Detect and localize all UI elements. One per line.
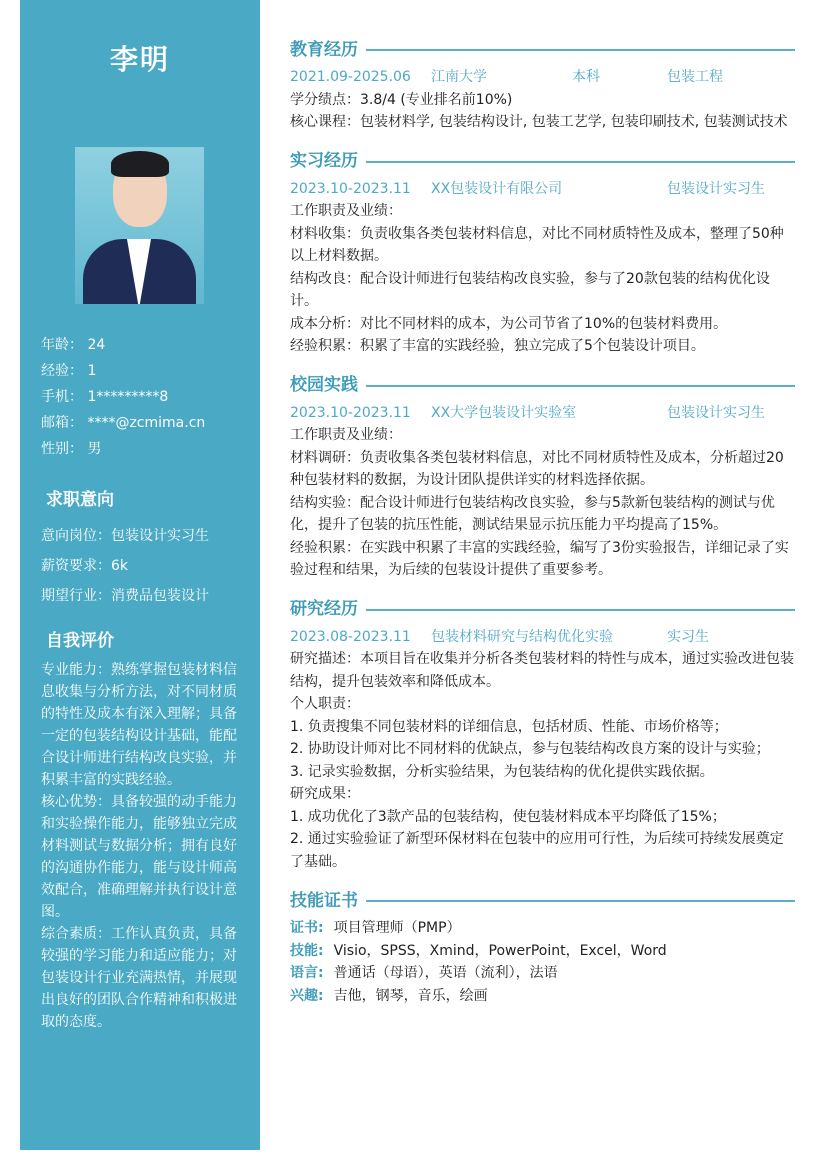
internship-section — [290, 148, 795, 358]
value: 1 — [87, 363, 97, 379]
info-experience — [41, 358, 205, 384]
line: 工作职责及业绩： — [290, 203, 402, 219]
major: 包装工程 — [667, 69, 723, 85]
organization: XX包装设计有限公司 — [431, 180, 563, 197]
gpa: 学分绩点：3.8/4 (专业排名前10%) — [290, 91, 513, 108]
line: 研究描述：本项目旨在收集并分析各类包装材料的特性与成本，通过实验改进包装结构，提升包装效率和降低成本。 — [290, 651, 794, 690]
line: 工作职责及业绩： — [290, 427, 402, 443]
divider — [366, 49, 795, 51]
skill-item — [290, 940, 795, 963]
line: 经验积累：在实践中积累了丰富的实践经验，编写了3份实验报告，详细记录了实验过程和结果，为后续的包装设计提供了重要参考。 — [290, 539, 789, 578]
line: 1. 负责搜集不同包装材料的详细信息，包括材质、性能、市场价格等； — [290, 718, 728, 735]
line: 材料调研：负责收集各类包装材料信息，对比不同材质特性及成本，分析超过20种包装材料的数据，为设计团队提供详实的材料选择依据。 — [290, 449, 784, 488]
role: 包装设计实习生 — [667, 180, 765, 197]
value: 吉他，钢琴，音乐，绘画 — [333, 987, 488, 1004]
date: 2023.10-2023.11 — [290, 404, 411, 421]
project: 包装材料研究与结构优化实验 — [431, 628, 613, 645]
label: 手机： — [41, 389, 83, 405]
intent-item: 期望行业：消费品包装设计 — [41, 588, 209, 604]
info-gender — [41, 436, 205, 462]
self-eval-item: 核心优势：具备较强的动手能力和实验操作能力，能够独立完成材料测试与数据分析；拥有良好的沟通协作能力，能与设计师高效配合，准确理解并执行设计意图。 — [41, 794, 237, 920]
date: 2023.10-2023.11 — [290, 180, 411, 197]
section-title — [290, 36, 795, 64]
courses: 核心课程：包装材料学, 包装结构设计, 包装工艺学, 包装印刷技术, 包装测试技术 — [290, 114, 788, 130]
label: 技能: — [290, 942, 324, 959]
role: 包装设计实习生 — [667, 404, 765, 421]
value: 男 — [87, 441, 102, 457]
label: 兴趣: — [290, 987, 324, 1004]
intent-item: 薪资要求：6k — [41, 558, 129, 574]
value: Visio，SPSS，Xmind，PowerPoint，Excel，Word — [333, 942, 667, 959]
line: 个人职责： — [290, 696, 360, 712]
label: 经验： — [41, 363, 83, 379]
campus-section — [290, 372, 795, 582]
degree: 本科 — [572, 69, 600, 85]
skill-item — [290, 985, 795, 1008]
value: 1*********8 — [87, 389, 169, 405]
line: 2. 协助设计师对比不同材料的优缺点，参与包装结构改良方案的设计与实验； — [290, 741, 770, 757]
divider — [366, 161, 795, 163]
self-eval-heading: 自我评价 — [46, 631, 114, 651]
line: 结构实验：配合设计师进行包装结构改良实验，参与5款新包装结构的测试与优化，提升了包装的抗压性能，测试结果显示抗压能力平均提高了15%。 — [290, 494, 775, 533]
section-title-text: 技能证书 — [290, 890, 358, 911]
personal-info — [41, 332, 205, 462]
self-evaluation — [41, 659, 246, 1033]
line: 成本分析：对比不同材料的成本，为公司节省了10%的包装材料费用。 — [290, 315, 728, 332]
self-eval-item: 专业能力：熟练掌握包装材料信息收集与分析方法，对不同材质的特性及成本有深入理解；具备一定的包装结构设计基础，能配合设计师进行结构改良实验，并积累丰富的实践经验。 — [41, 662, 237, 788]
date: 2021.09-2025.06 — [290, 69, 411, 85]
value: 普通话（母语），英语（流利），法语 — [333, 965, 558, 981]
line: 1. 成功优化了3款产品的包装结构，使包装材料成本平均降低了15%； — [290, 808, 726, 825]
line: 研究成果： — [290, 786, 360, 802]
job-intent — [41, 521, 209, 611]
label: 证书: — [290, 920, 324, 936]
research-section — [290, 596, 795, 874]
value: 项目管理师（PMP） — [333, 920, 461, 936]
role: 实习生 — [667, 628, 709, 645]
label: 年龄： — [41, 337, 83, 353]
label: 邮箱： — [41, 415, 83, 431]
main-content — [290, 36, 795, 1021]
entry-header — [290, 626, 795, 649]
label: 性别： — [41, 441, 83, 457]
info-phone — [41, 384, 205, 410]
line: 结构改良：配合设计师进行包装结构改良实验，参与了20款包装的结构优化设计。 — [290, 270, 770, 309]
line: 材料收集：负责收集各类包装材料信息，对比不同材质特性及成本，整理了50种以上材料数据。 — [290, 225, 784, 264]
line: 经验积累：积累了丰富的实践经验，独立完成了5个包装设计项目。 — [290, 338, 705, 354]
entry-header — [290, 178, 795, 201]
section-title — [290, 887, 795, 915]
skill-item — [290, 962, 795, 985]
sidebar — [20, 0, 260, 1150]
organization: XX大学包装设计实验室 — [431, 404, 577, 421]
section-title — [290, 148, 795, 176]
entry-header — [290, 402, 795, 425]
value: 24 — [87, 337, 106, 353]
line: 2. 通过实验验证了新型环保材料在包装中的应用可行性，为后续可持续发展奠定了基础。 — [290, 831, 784, 870]
entry-header — [290, 66, 795, 89]
section-title-text: 实习经历 — [290, 151, 358, 172]
line: 3. 记录实验数据，分析实验结果，为包装结构的优化提供实践依据。 — [290, 763, 714, 780]
divider — [366, 385, 795, 387]
date: 2023.08-2023.11 — [290, 628, 411, 645]
self-eval-item: 综合素质：工作认真负责，具备较强的学习能力和适应能力；对包装设计行业充满热情，并展现出良好的团队合作精神和积极进取的态度。 — [41, 926, 237, 1030]
section-title — [290, 596, 795, 624]
info-email — [41, 410, 205, 436]
divider — [366, 900, 795, 902]
school: 江南大学 — [431, 69, 487, 85]
candidate-name: 李明 — [109, 43, 170, 76]
section-title-text: 校园实践 — [290, 375, 358, 396]
section-title-text: 研究经历 — [290, 599, 358, 620]
info-age — [41, 332, 205, 358]
value: ****@zcmima.cn — [87, 415, 206, 431]
section-title — [290, 372, 795, 400]
section-title-text: 教育经历 — [290, 39, 358, 60]
education-section — [290, 36, 795, 134]
profile-photo — [75, 147, 204, 304]
skill-item — [290, 917, 795, 940]
intent-item: 意向岗位：包装设计实习生 — [41, 528, 209, 544]
intent-heading: 求职意向 — [46, 490, 114, 510]
divider — [366, 609, 795, 611]
label: 语言: — [290, 965, 324, 981]
skills-section — [290, 887, 795, 1007]
